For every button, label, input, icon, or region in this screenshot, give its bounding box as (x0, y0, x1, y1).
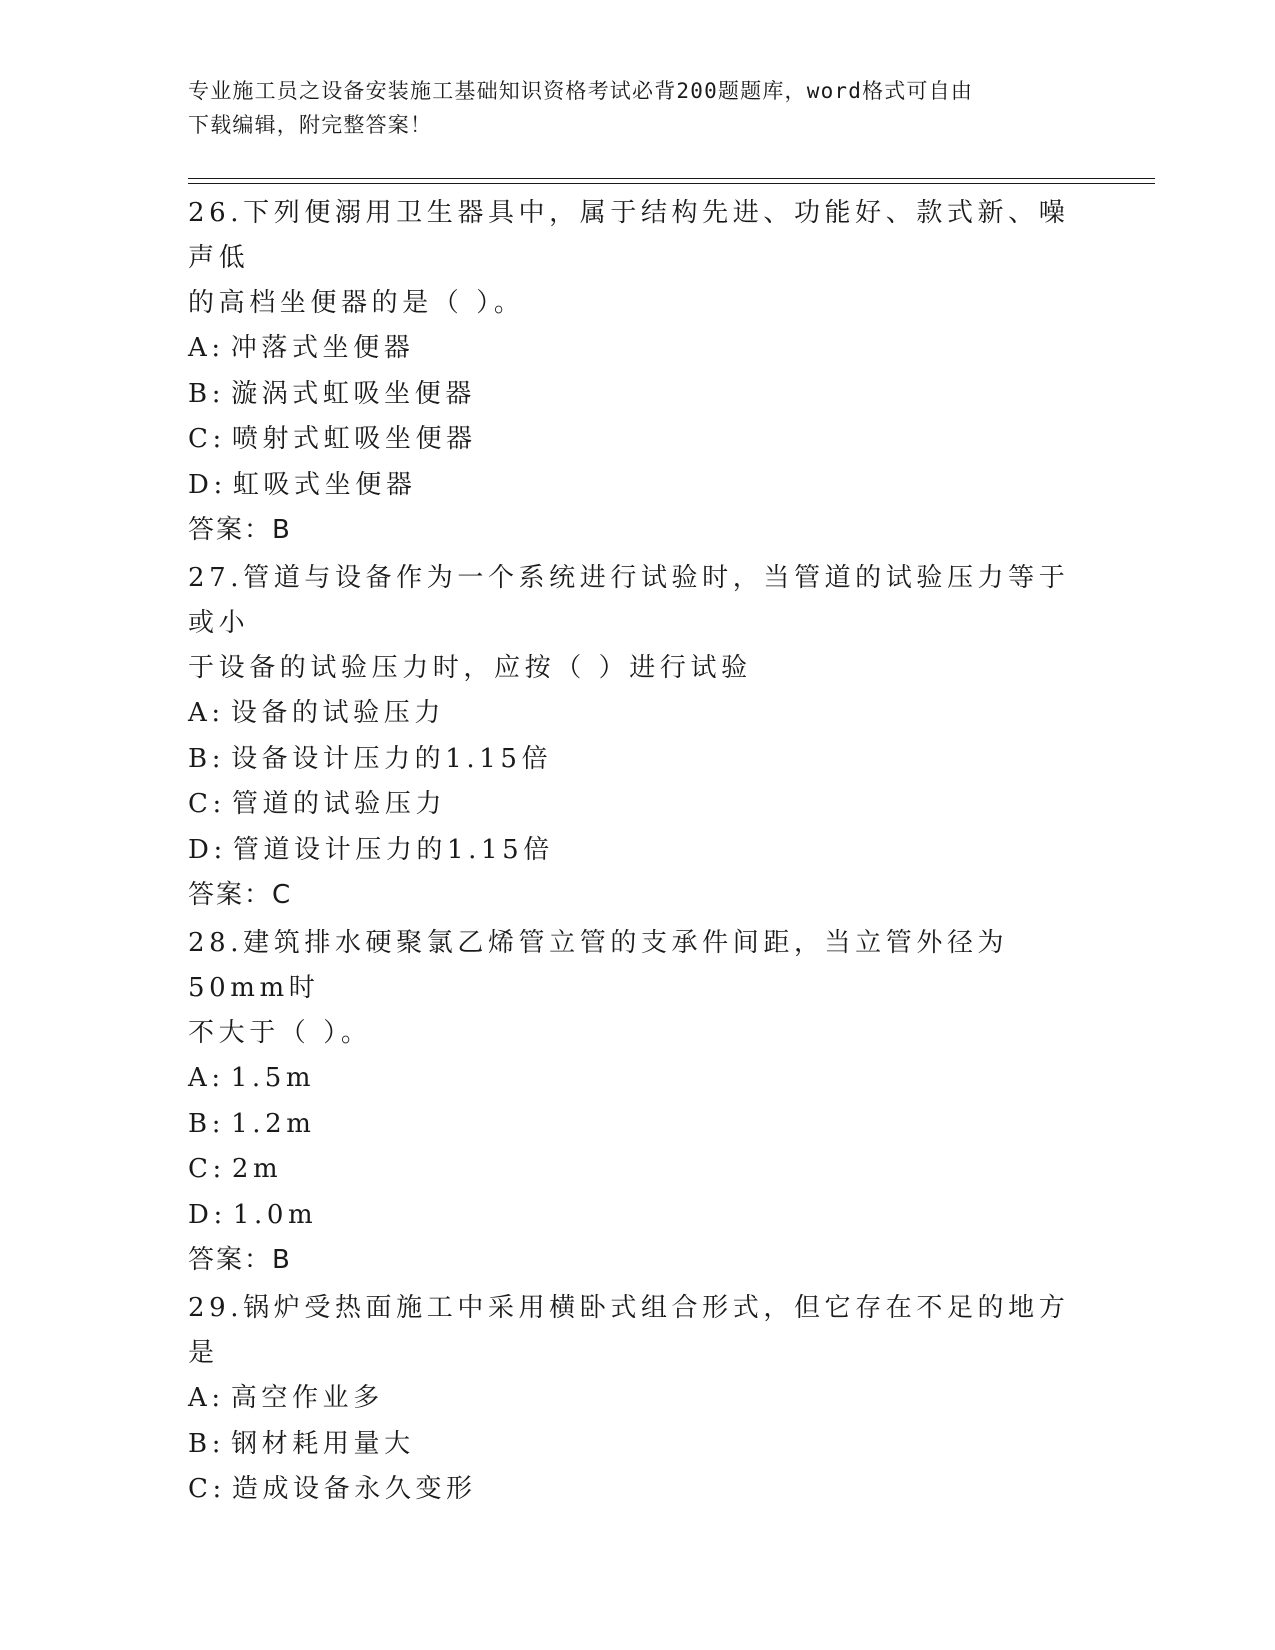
option-text: 设备设计压力的1.15倍 (231, 743, 553, 774)
option-text: 管道设计压力的1.15倍 (232, 834, 554, 865)
option-text: 设备的试验压力 (230, 698, 445, 728)
header-line-1: 专业施工员之设备安装施工基础知识资格考试必背200题题库，word格式可自由 (188, 79, 974, 103)
option-label: D: (188, 469, 227, 500)
option-text: 高空作业多 (230, 1383, 384, 1413)
option-a (188, 691, 1088, 737)
option-d (188, 828, 1088, 874)
option-text: 1.2m (231, 1108, 316, 1139)
option-text: 钢材耗用量大 (231, 1428, 415, 1459)
option-label: A: (188, 1063, 225, 1093)
option-label: D: (188, 1199, 227, 1230)
header-line-2: 下载编辑，附完整答案！ (188, 113, 433, 137)
option-label: B: (188, 743, 226, 774)
option-c (188, 417, 1088, 463)
option-label: B: (188, 1108, 226, 1139)
option-b (188, 737, 1088, 783)
option-text: 2m (231, 1154, 283, 1184)
option-c (188, 1467, 1088, 1513)
option-label: A: (188, 333, 225, 363)
option-label: A: (188, 698, 225, 728)
header-divider-bottom (188, 183, 1155, 184)
option-b (188, 1102, 1088, 1148)
option-a (188, 1376, 1088, 1422)
option-b (188, 1422, 1088, 1468)
question-stem-line: 29.锅炉受热面施工中采用横卧式组合形式，但它存在不足的地方是 (188, 1293, 1070, 1368)
option-label: C: (188, 424, 226, 454)
option-text: 1.5m (230, 1063, 316, 1093)
question-stem-line: 27.管道与设备作为一个系统进行试验时，当管道的试验压力等于或小 (188, 563, 1070, 638)
option-label: C: (188, 1154, 226, 1184)
option-text: 喷射式虹吸坐便器 (231, 424, 477, 454)
option-text: 虹吸式坐便器 (232, 469, 417, 500)
option-d (188, 1193, 1088, 1239)
option-text: 造成设备永久变形 (231, 1474, 477, 1504)
question-stem-line: 不大于（ ）。 (188, 1018, 372, 1048)
option-text: 管道的试验压力 (231, 789, 447, 819)
answer: 答案：C (188, 880, 293, 910)
question-26 (188, 191, 1088, 553)
option-a (188, 326, 1088, 372)
option-label: C: (188, 789, 226, 819)
option-label: C: (188, 1474, 226, 1504)
answer: 答案：B (188, 515, 292, 545)
question-29 (188, 1286, 1088, 1513)
option-label: A: (188, 1383, 225, 1413)
option-label: D: (188, 834, 227, 865)
document-header (188, 74, 1068, 142)
question-27 (188, 556, 1088, 918)
question-stem-line: 的高档坐便器的是（ ）。 (188, 288, 525, 318)
option-text: 冲落式坐便器 (230, 333, 415, 363)
option-label: B: (188, 1428, 226, 1459)
question-28 (188, 921, 1088, 1283)
option-d (188, 463, 1088, 509)
option-c (188, 1147, 1088, 1193)
question-stem-line: 28.建筑排水硬聚氯乙烯管立管的支承件间距，当立管外径为50mm时 (188, 928, 1009, 1003)
option-text: 1.0m (232, 1199, 318, 1230)
header-divider-top (188, 178, 1155, 179)
question-stem-line: 26.下列便溺用卫生器具中，属于结构先进、功能好、款式新、噪声低 (188, 198, 1070, 273)
option-c (188, 782, 1088, 828)
option-b (188, 372, 1088, 418)
option-text: 漩涡式虹吸坐便器 (231, 378, 476, 409)
option-label: B: (188, 378, 226, 409)
answer: 答案：B (188, 1245, 292, 1275)
question-stem-line: 于设备的试验压力时，应按（ ）进行试验 (188, 653, 752, 683)
option-a (188, 1056, 1088, 1102)
